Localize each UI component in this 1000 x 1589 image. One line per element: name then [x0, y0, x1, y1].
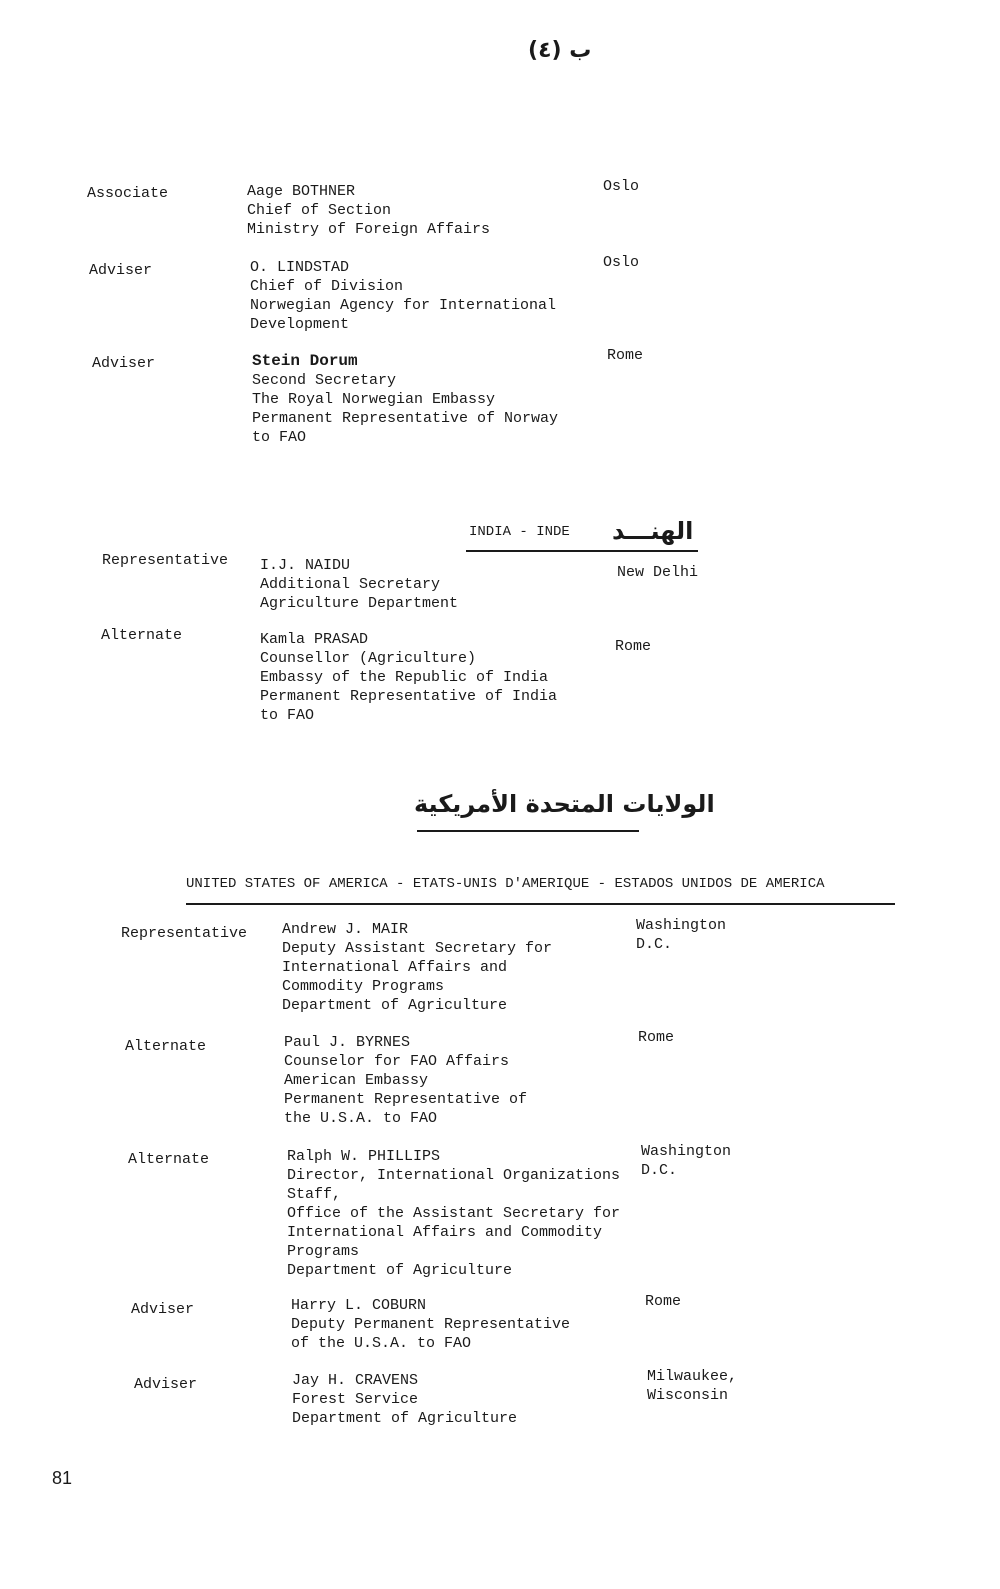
role-label: Alternate	[101, 627, 183, 644]
page-header: ب (٤)	[528, 38, 592, 63]
location: Washington D.C.	[636, 917, 727, 953]
section-heading-usa-arabic: الولايات المتحدة الأمريكية	[414, 790, 715, 818]
delegate-details: Stein Dorum Second Secretary The Royal Norwegian Embassy Permanent Representative of Norway to FAO	[252, 352, 559, 446]
location: Rome	[645, 1293, 682, 1310]
delegate-details: Andrew J. MAIR Deputy Assistant Secretary for International Affairs and Commodity Programs Department of Agriculture	[282, 921, 553, 1014]
section-heading-usa: UNITED STATES OF AMERICA - ETATS-UNIS D'AMERIQUE - ESTADOS UNIDOS DE AMERICA	[186, 876, 825, 892]
location: Milwaukee, Wisconsin	[647, 1368, 738, 1404]
delegate-details: Paul J. BYRNES Counselor for FAO Affairs American Embassy Permanent Representative of the U.S.A. to FAO	[284, 1034, 528, 1127]
location: New Delhi	[617, 564, 699, 581]
role-label: Associate	[87, 185, 169, 202]
delegate-details: Harry L. COBURN Deputy Permanent Representative of the U.S.A. to FAO	[291, 1297, 571, 1352]
delegate-details: O. LINDSTAD Chief of Division Norwegian Agency for International Development	[250, 259, 557, 333]
role-label: Adviser	[134, 1376, 198, 1393]
delegate-details: Aage BOTHNER Chief of Section Ministry of Foreign Affairs	[247, 183, 491, 238]
location: Rome	[607, 347, 644, 364]
heading-underline	[186, 903, 895, 905]
location: Oslo	[603, 254, 640, 271]
delegate-details: Jay H. CRAVENS Forest Service Department of Agriculture	[292, 1372, 518, 1427]
page-number: 81	[52, 1468, 73, 1488]
section-heading-india: INDIA - INDE	[469, 524, 570, 540]
location: Washington D.C.	[641, 1143, 732, 1179]
delegate-details: Kamla PRASAD Counsellor (Agriculture) Embassy of the Republic of India Permanent Representative of India to FAO	[260, 631, 558, 724]
role-label: Adviser	[92, 355, 156, 372]
role-label: Adviser	[89, 262, 153, 279]
role-label: Representative	[102, 552, 229, 569]
location: Rome	[638, 1029, 675, 1046]
role-label: Representative	[121, 925, 248, 942]
location: Rome	[615, 638, 652, 655]
heading-underline	[466, 550, 698, 552]
section-heading-india-arabic: الهنـــد	[612, 517, 694, 545]
delegate-details: I.J. NAIDU Additional Secretary Agriculture Department	[260, 557, 459, 612]
arabic-heading-underline	[417, 830, 639, 832]
location: Oslo	[603, 178, 640, 195]
role-label: Alternate	[128, 1151, 210, 1168]
role-label: Alternate	[125, 1038, 207, 1055]
role-label: Adviser	[131, 1301, 195, 1318]
delegate-details: Ralph W. PHILLIPS Director, International Organizations Staff, Office of the Assistant Secretary for International Affairs and Commodity Programs Department of Agriculture	[287, 1148, 621, 1279]
